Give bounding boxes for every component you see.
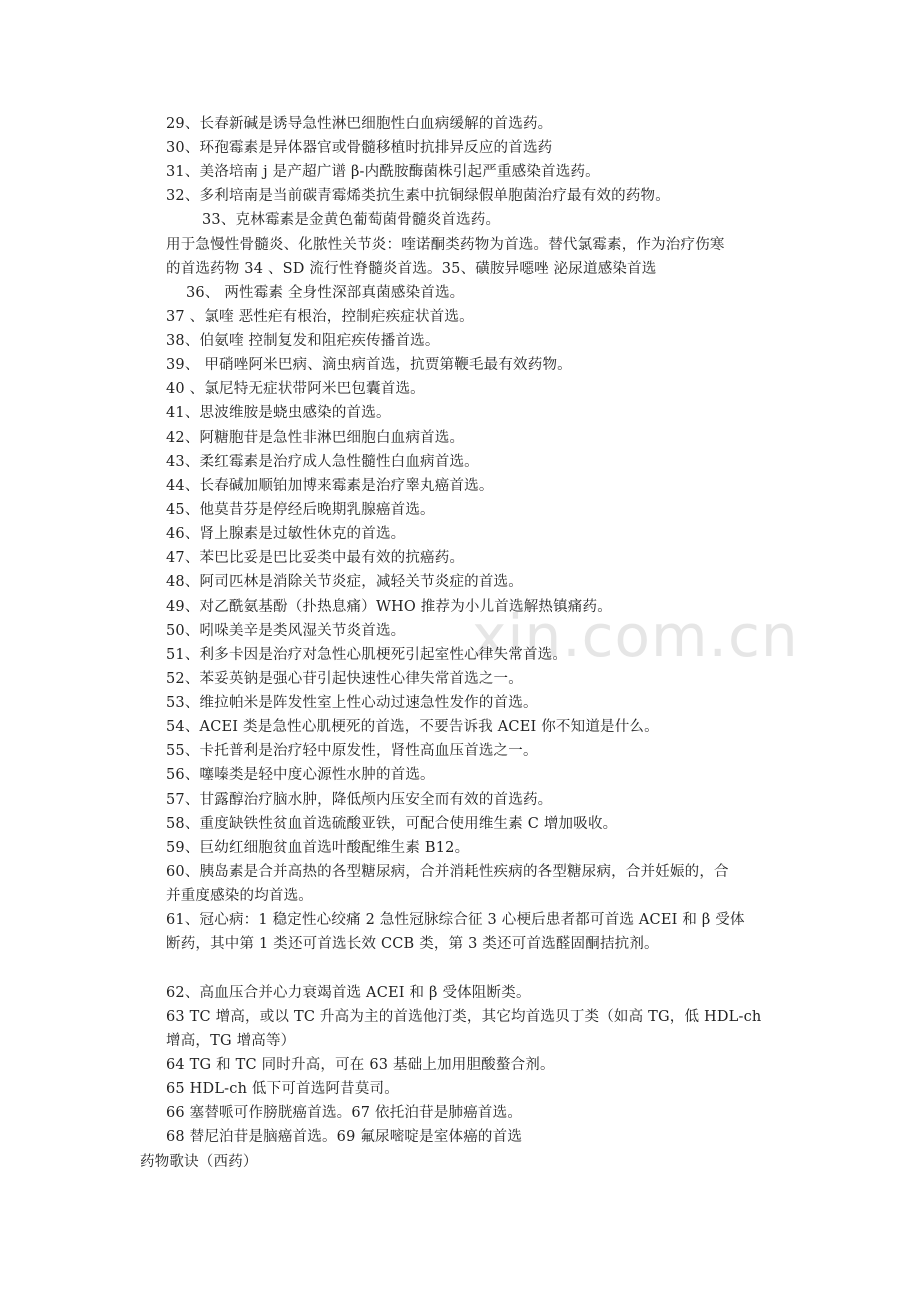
text-line: 53、维拉帕米是阵发性室上性心动过速急性发作的首选。: [166, 695, 538, 711]
text-line: 61、冠心病：1 稳定性心绞痛 2 急性冠脉综合征 3 心梗后患者都可首选 ACEI 和 β 受体: [166, 912, 745, 928]
text-line: 39、 甲硝唑阿米巴病、滴虫病首选，抗贾第鞭毛最有效药物。: [166, 357, 572, 373]
text-line: 50、吲哚美辛是类风湿关节炎首选。: [166, 623, 406, 639]
text-line: 51、利多卡因是治疗对急性心肌梗死引起室性心律失常首选。: [166, 647, 568, 663]
text-line: 52、苯妥英钠是强心苷引起快速性心律失常首选之一。: [166, 671, 523, 687]
text-line: 药物歌诀（西药）: [140, 1154, 258, 1170]
text-line: 48、阿司匹林是消除关节炎症，减轻关节炎症的首选。: [166, 574, 523, 590]
text-line: 30、环孢霉素是异体器官或骨髓移植时抗排异反应的首选药: [166, 140, 553, 156]
text-line: 56、噻嗪类是轻中度心源性水肿的首选。: [166, 767, 435, 783]
text-line: 68 替尼泊苷是脑癌首选。69 氟尿嘧啶是室体癌的首选: [166, 1129, 523, 1145]
text-line: 63 TC 增高，或以 TC 升高为主的首选他汀类，其它均首选贝丁类（如高 TG，低 HDL-ch: [166, 1009, 762, 1025]
text-line: 37 、氯喹 恶性疟有根治，控制疟疾症状首选。: [166, 309, 474, 325]
text-line: 增高，TG 增高等）: [166, 1033, 296, 1049]
text-line: 64 TG 和 TC 同时升高，可在 63 基础上加用胆酸螯合剂。: [166, 1057, 555, 1073]
text-line: 47、苯巴比妥是巴比妥类中最有效的抗癌药。: [166, 550, 465, 566]
text-line: 44、长春碱加顺铂加博来霉素是治疗睾丸癌首选。: [166, 478, 494, 494]
text-line: 59、巨幼红细胞贫血首选叶酸配维生素 B12。: [166, 840, 470, 856]
text-line: 29、长春新碱是诱导急性淋巴细胞性白血病缓解的首选药。: [166, 116, 553, 132]
text-line: 41、思波维胺是蛲虫感染的首选。: [166, 405, 391, 421]
text-line: 断药，其中第 1 类还可首选长效 CCB 类，第 3 类还可首选醛固酮拮抗剂。: [166, 936, 659, 952]
text-line: 43、柔红霉素是治疗成人急性髓性白血病首选。: [166, 454, 479, 470]
text-line: 38、伯氨喹 控制复发和阻疟疾传播首选。: [166, 333, 440, 349]
text-line: 33、克林霉素是金黄色葡萄菌骨髓炎首选药。: [202, 212, 501, 228]
text-line: 45、他莫昔芬是停经后晚期乳腺癌首选。: [166, 502, 435, 518]
text-line: 62、高血压合并心力衰竭首选 ACEI 和 β 受体阻断类。: [166, 985, 531, 1001]
text-line: 32、多利培南是当前碳青霉烯类抗生素中抗铜绿假单胞菌治疗最有效的药物。: [166, 188, 670, 204]
text-line: 并重度感染的均首选。: [166, 888, 313, 904]
text-line: 46、肾上腺素是过敏性休克的首选。: [166, 526, 406, 542]
text-line: 55、卡托普利是治疗轻中原发性，肾性高血压首选之一。: [166, 743, 538, 759]
text-line: 的首选药物 34 、SD 流行性脊髓炎首选。35、磺胺异噁唑 泌尿道感染首选: [166, 261, 657, 277]
text-line: 57、甘露醇治疗脑水肿，降低颅内压安全而有效的首选药。: [166, 792, 553, 808]
text-line: 用于急慢性骨髓炎、化脓性关节炎：喹诺酮类药物为首选。替代氯霉素，作为治疗伤寒: [166, 237, 725, 253]
text-line: 49、对乙酰氨基酚（扑热息痛）WHO 推荐为小儿首选解热镇痛药。: [166, 599, 612, 615]
text-line: 60、胰岛素是合并高热的各型糖尿病，合并消耗性疾病的各型糖尿病，合并妊娠的，合: [166, 864, 729, 880]
text-line: 65 HDL-ch 低下可首选阿昔莫司。: [166, 1081, 399, 1097]
text-line: 36、 两性霉素 全身性深部真菌感染首选。: [186, 285, 465, 301]
text-line: 42、阿糖胞苷是急性非淋巴细胞白血病首选。: [166, 430, 465, 446]
text-line: 54、ACEI 类是急性心肌梗死的首选，不要告诉我 ACEI 你不知道是什么。: [166, 719, 659, 735]
text-line: 66 塞替哌可作膀胱癌首选。67 依托泊苷是肺癌首选。: [166, 1105, 523, 1121]
text-line: 40 、氯尼特无症状带阿米巴包囊首选。: [166, 381, 425, 397]
text-line: 58、重度缺铁性贫血首选硫酸亚铁，可配合使用维生素 C 增加吸收。: [166, 816, 618, 832]
watermark: xin.com.cn: [472, 602, 799, 670]
text-line: 31、美洛培南 j 是产超广谱 β-内酰胺酶菌株引起严重感染首选药。: [166, 164, 600, 180]
